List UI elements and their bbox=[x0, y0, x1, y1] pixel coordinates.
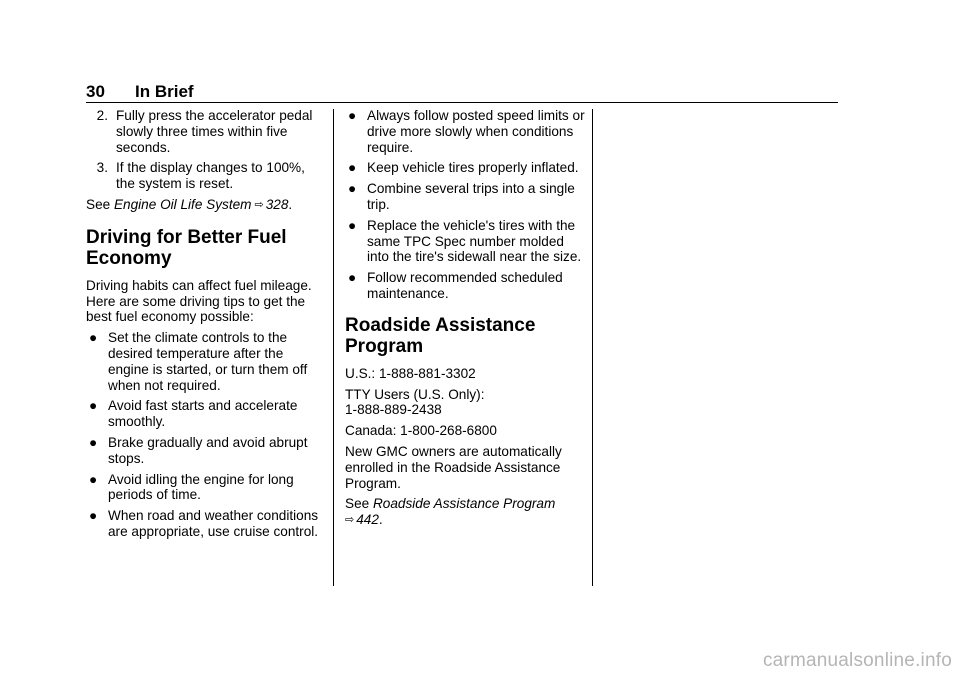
bullet-text: When road and weather conditions are appropriate, use cruise control. bbox=[108, 508, 319, 539]
bullet-icon: ● bbox=[89, 434, 98, 450]
cross-reference-link[interactable]: Engine Oil Life System bbox=[113, 196, 252, 212]
step-text: Fully press the accelerator pedal slowly three times within five seconds. bbox=[116, 108, 313, 155]
bullet-icon: ● bbox=[348, 160, 357, 176]
see-prefix: See bbox=[345, 496, 370, 512]
step-number: 3. bbox=[96, 160, 108, 176]
page-header bbox=[86, 80, 838, 103]
bullet-text: Follow recommended scheduled maintenance. bbox=[367, 270, 563, 301]
cross-reference-link[interactable]: Roadside Assistance Program bbox=[372, 496, 556, 512]
tty-label: TTY Users (U.S. Only): bbox=[345, 386, 485, 402]
bullet-text: Avoid fast starts and accelerate smoothly. bbox=[108, 398, 298, 430]
us-phone: U.S.: 1-888-881-3302 bbox=[345, 365, 476, 381]
column-divider bbox=[333, 109, 334, 586]
bullet-text: Brake gradually and avoid abrupt stops. bbox=[108, 434, 308, 466]
enroll-paragraph: New GMC owners are automatically enrolled in the Roadside Assistance Program. bbox=[345, 443, 562, 491]
intro-paragraph: Driving habits can affect fuel mileage. Here are some driving tips to get the best fuel economy possible: bbox=[86, 277, 312, 325]
bullet-text: Set the climate controls to the desired temperature after the engine is started, or turn them off when not required. bbox=[108, 330, 308, 393]
step-number: 2. bbox=[96, 108, 108, 123]
list-item bbox=[345, 218, 585, 265]
see-suffix: . bbox=[378, 512, 383, 528]
bullet-text: Keep vehicle tires properly inflated. bbox=[367, 160, 579, 176]
section-heading: Roadside Assistance Program bbox=[345, 314, 536, 357]
bullet-text: Always follow posted speed limits or drive more slowly when conditions require. bbox=[367, 108, 585, 155]
bullet-icon: ● bbox=[348, 181, 357, 197]
list-item bbox=[86, 508, 326, 540]
list-item bbox=[86, 435, 326, 467]
cross-reference bbox=[345, 496, 585, 529]
left-column bbox=[86, 108, 326, 545]
list-item bbox=[345, 108, 585, 155]
list-item bbox=[86, 472, 326, 504]
section-heading: Driving for Better Fuel Economy bbox=[86, 226, 287, 269]
page-arrow-icon: ⇨ bbox=[345, 514, 355, 527]
page-arrow-icon: ⇨ bbox=[254, 198, 264, 211]
tty-phone: 1-888-889-2438 bbox=[345, 402, 442, 418]
step-text: If the display changes to 100%, the system is reset. bbox=[116, 160, 305, 192]
tty-info bbox=[345, 387, 585, 419]
see-prefix: See bbox=[86, 196, 111, 212]
watermark: carmanualsonline.info bbox=[762, 650, 952, 671]
cross-reference bbox=[86, 197, 326, 214]
middle-column bbox=[345, 108, 585, 534]
bullet-icon: ● bbox=[89, 330, 98, 346]
column-divider bbox=[592, 109, 593, 586]
bullet-icon: ● bbox=[348, 108, 357, 123]
list-item bbox=[86, 108, 326, 155]
bullet-icon: ● bbox=[348, 217, 357, 233]
bullet-text: Combine several trips into a single trip. bbox=[367, 181, 575, 212]
bullet-icon: ● bbox=[89, 508, 98, 524]
bullet-text: Replace the vehicle's tires with the same TPC Spec number molded into the tire's sidewall near the size. bbox=[367, 217, 582, 265]
list-item bbox=[86, 398, 326, 430]
see-suffix: . bbox=[288, 196, 293, 212]
list-item bbox=[345, 160, 585, 176]
list-item bbox=[86, 330, 326, 393]
cross-reference-page[interactable]: 328 bbox=[265, 196, 289, 212]
section-title: In Brief bbox=[135, 82, 194, 101]
bullet-icon: ● bbox=[89, 398, 98, 414]
bullet-icon: ● bbox=[348, 270, 357, 286]
bullet-icon: ● bbox=[89, 471, 98, 487]
list-item bbox=[86, 160, 326, 192]
page-number: 30 bbox=[86, 82, 105, 101]
list-item bbox=[345, 181, 585, 213]
list-item bbox=[345, 270, 585, 302]
bullet-text: Avoid idling the engine for long periods of time. bbox=[108, 471, 294, 503]
cross-reference-page[interactable]: 442 bbox=[356, 512, 379, 528]
canada-phone: Canada: 1-800-268-6800 bbox=[345, 423, 497, 439]
